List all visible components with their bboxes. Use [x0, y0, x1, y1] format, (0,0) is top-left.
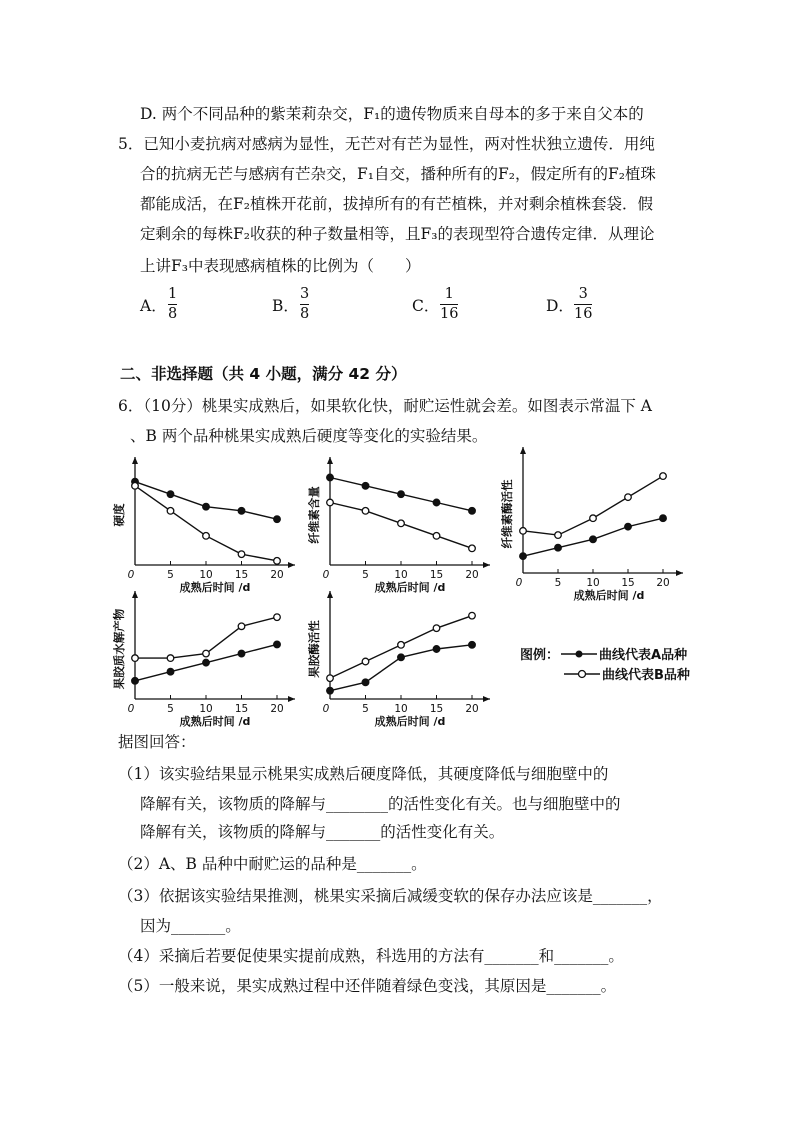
series-b-point: [625, 494, 632, 501]
series-a-point: [398, 654, 405, 661]
series-b-line: [330, 616, 472, 679]
series-a-point: [167, 491, 174, 498]
y-axis-label: 果胶质水解产物: [112, 608, 126, 690]
series-a-point: [203, 659, 210, 666]
q6-sub-line: 降解有关，该物质的降解与_______的活性变化有关。: [140, 823, 505, 841]
x-tick-label: 10: [586, 577, 600, 589]
series-b-point: [469, 612, 476, 619]
series-b-point: [238, 623, 245, 630]
q5-line: 定剩余的每株F₂收获的种子数量相等，且F₃的表现型符合遗传定律．从理论: [140, 225, 655, 243]
y-axis-arrow: [327, 591, 333, 598]
series-a-point: [132, 678, 139, 685]
series-b-point: [398, 520, 405, 527]
q6-sub-line: （2）A、B 品种中耐贮运的品种是_______。: [118, 855, 427, 873]
x-axis-label: 成熟后时间 /d: [573, 589, 645, 602]
series-b-point: [167, 508, 174, 515]
series-a-point: [520, 553, 527, 560]
legend-b-label: 曲线代表B品种: [602, 668, 690, 683]
denominator: 16: [574, 306, 593, 322]
series-b-point: [362, 508, 369, 515]
series-b-point: [238, 551, 245, 558]
denominator: 16: [440, 306, 459, 322]
series-b-point: [433, 625, 440, 632]
series-b-point: [203, 533, 210, 540]
q6-sub-line: （3）依据该实验结果推测，桃果实采摘后减缓变软的保存办法应该是_______，: [118, 887, 663, 905]
series-a-point: [625, 523, 632, 530]
series-a-point: [469, 642, 476, 649]
x-tick-label: 10: [199, 703, 213, 715]
denominator: 8: [168, 306, 178, 322]
x-axis-label: 成熟后时间 /d: [179, 581, 251, 594]
series-b-point: [469, 545, 476, 552]
series-b-point: [590, 515, 597, 522]
x-axis-arrow: [288, 696, 295, 702]
series-b-line: [135, 486, 277, 561]
numerator: 3: [578, 286, 588, 302]
y-axis-label: 纤维素酶活性: [500, 479, 514, 549]
series-a-point: [327, 687, 334, 694]
x-axis-label: 成熟后时间 /d: [179, 715, 251, 728]
series-a-point: [238, 508, 245, 515]
series-a-point: [555, 544, 562, 551]
q6-intro-line: 6．（10分）桃果实成熟后，如果软化快，耐贮运性就会差。如图表示常温下 A: [118, 397, 652, 415]
series-b-point: [132, 483, 139, 490]
series-b-point: [327, 499, 334, 506]
q5-line: 上讲F₃中表现感病植株的比例为（ ）: [140, 257, 421, 275]
q5-line: 都能成活，在F₂植株开花前，拔掉所有的有芒植株，并对剩余植株套袋．假: [140, 195, 653, 213]
x-tick-label: 15: [429, 569, 444, 581]
series-b-point: [660, 473, 667, 480]
section-heading: 二、非选择题（共 4 小题，满分 42 分）: [120, 365, 407, 383]
series-a-point: [132, 478, 139, 485]
x-tick-label: 15: [234, 569, 249, 581]
x-tick-label: 10: [394, 569, 408, 581]
x-tick-label: 0: [127, 569, 135, 581]
legend-b-marker: [562, 668, 602, 680]
series-b-line: [135, 617, 277, 658]
x-tick-label: 15: [234, 703, 249, 715]
series-b-point: [362, 658, 369, 665]
series-a-point: [660, 515, 667, 522]
x-axis-label: 成熟后时间 /d: [374, 581, 446, 594]
series-b-point: [433, 533, 440, 540]
q6-answer-prompt: 据图回答：: [118, 733, 196, 751]
x-tick-label: 0: [127, 703, 135, 715]
q5-line: 5．已知小麦抗病对感病为显性，无芒对有芒为显性，两对性状独立遗传．用纯: [118, 135, 655, 153]
series-a-line: [523, 518, 663, 556]
y-axis-label: 纤维素含量: [307, 486, 321, 544]
x-axis-label: 成熟后时间 /d: [374, 715, 446, 728]
q6-sub-line: （5）一般来说，果实成熟过程中还伴随着绿色变浅，其原因是_______。: [118, 977, 617, 995]
x-tick-label: 20: [465, 703, 479, 715]
x-tick-label: 20: [270, 569, 284, 581]
q5-line: 合的抗病无芒与感病有芒杂交，F₁自交，播种所有的F₂，假定所有的F₂植珠: [140, 165, 656, 183]
series-b-point: [555, 532, 562, 539]
series-a-point: [362, 679, 369, 686]
q4-option-d: D. 两个不同品种的紫茉莉杂交，F₁的遗传物质来自母本的多于来自父本的: [140, 105, 644, 123]
y-axis-arrow: [132, 591, 138, 598]
series-b-point: [398, 642, 405, 649]
x-axis-arrow: [676, 570, 683, 576]
numerator: 1: [444, 286, 454, 302]
q5-option-a-fraction: [168, 286, 177, 323]
y-axis-label: 硬度: [112, 503, 126, 527]
q5-option-c[interactable]: [412, 294, 439, 316]
q6-sub-line: （4）采摘后若要促使果实提前成熟，科选用的方法有_______和_______。: [118, 947, 624, 965]
q6-intro-line: 、B 两个品种桃果实成熟后硬度等变化的实验结果。: [130, 427, 488, 445]
x-axis-arrow: [483, 562, 490, 568]
series-a-point: [327, 474, 334, 481]
series-b-point: [167, 655, 174, 662]
x-tick-label: 5: [362, 569, 369, 581]
x-tick-label: 0: [515, 577, 523, 589]
series-b-line: [330, 503, 472, 549]
q5-option-d-fraction: [574, 286, 592, 323]
y-axis-label: 果胶酶活性: [307, 620, 321, 678]
q5-option-d[interactable]: [546, 294, 574, 316]
x-tick-label: 5: [167, 569, 174, 581]
numerator: 3: [300, 286, 310, 302]
x-axis-arrow: [288, 562, 295, 568]
legend-title: 图例：: [520, 648, 560, 663]
series-a-line: [330, 645, 472, 691]
q6-sub-line: （1）该实验结果显示桃果实成熟后硬度降低，其硬度降低与细胞壁中的: [118, 765, 609, 783]
series-b-point: [132, 655, 139, 662]
option-label: D．: [546, 297, 574, 315]
x-tick-label: 5: [167, 703, 174, 715]
option-label: B．: [272, 297, 299, 315]
q6-sub-line: 因为_______。: [140, 917, 241, 935]
x-tick-label: 15: [429, 703, 444, 715]
x-tick-label: 0: [322, 703, 330, 715]
q6-sub-line: 降解有关，该物质的降解与________的活性变化有关。也与细胞壁中的: [140, 795, 621, 813]
x-tick-label: 10: [199, 569, 213, 581]
y-axis-arrow: [132, 457, 138, 464]
legend-a-label: 曲线代表A品种: [599, 648, 688, 663]
series-b-point: [274, 558, 281, 565]
x-tick-label: 5: [362, 703, 369, 715]
series-b-point: [520, 528, 527, 535]
series-a-point: [274, 516, 281, 523]
series-b-point: [327, 675, 334, 682]
denominator: 8: [300, 306, 310, 322]
series-a-point: [590, 536, 597, 543]
numerator: 1: [168, 286, 178, 302]
x-tick-label: 10: [394, 703, 408, 715]
x-tick-label: 5: [554, 577, 562, 589]
option-label: A．: [140, 297, 167, 315]
series-a-point: [362, 483, 369, 490]
series-b-point: [203, 650, 210, 657]
q5-option-a[interactable]: [140, 294, 167, 316]
x-tick-label: 20: [656, 577, 670, 589]
series-a-point: [167, 668, 174, 675]
series-a-point: [274, 641, 281, 648]
series-a-point: [238, 650, 245, 657]
series-a-point: [433, 499, 440, 506]
series-a-point: [203, 503, 210, 510]
series-b-point: [274, 614, 281, 621]
series-a-point: [469, 508, 476, 515]
y-axis-arrow: [520, 447, 526, 454]
series-a-line: [135, 644, 277, 680]
x-tick-label: 20: [465, 569, 479, 581]
q5-option-b-fraction: [300, 286, 309, 323]
y-axis-arrow: [327, 457, 333, 464]
q5-option-b[interactable]: [272, 294, 299, 316]
x-tick-label: 0: [322, 569, 330, 581]
series-a-point: [398, 491, 405, 498]
x-axis-arrow: [483, 696, 490, 702]
series-b-line: [523, 476, 663, 535]
series-a-line: [330, 478, 472, 511]
q5-option-c-fraction: [440, 286, 458, 323]
series-a-point: [433, 646, 440, 653]
series-a-line: [135, 482, 277, 520]
option-label: C．: [412, 297, 440, 315]
legend-a-marker: [559, 648, 599, 660]
x-tick-label: 20: [270, 703, 284, 715]
x-tick-label: 15: [621, 577, 635, 589]
